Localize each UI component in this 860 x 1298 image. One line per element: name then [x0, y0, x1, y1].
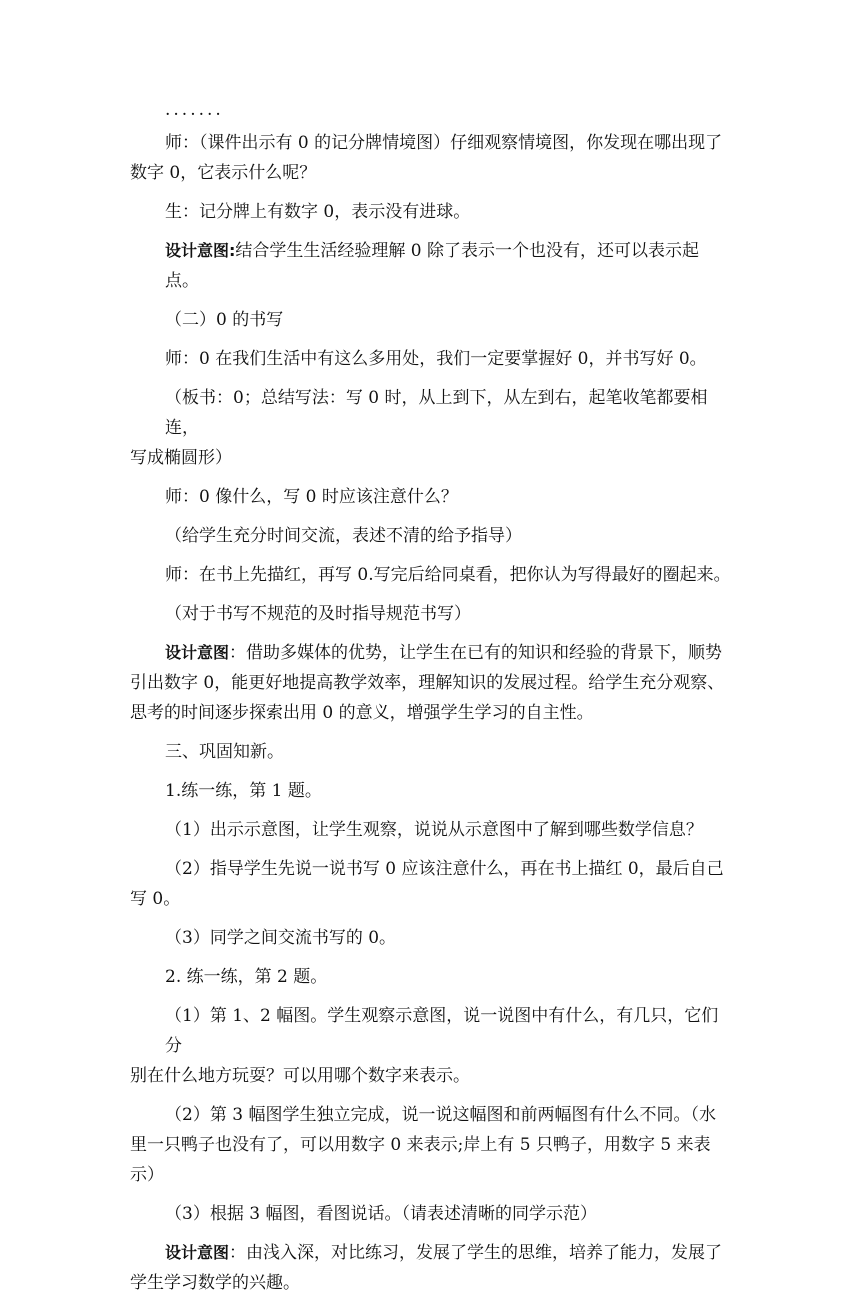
- paragraph-line: 引出数字 0，能更好地提高教学效率，理解知识的发展过程。给学生充分观察、: [130, 673, 725, 693]
- exercise-step: [130, 854, 731, 914]
- paragraph-teacher-scoreboard: [130, 128, 731, 188]
- paragraph-student-answer: 生：记分牌上有数字 0，表示没有进球。: [165, 202, 471, 222]
- paragraph-discussion-note: （给学生充分时间交流，表述不清的给予指导）: [165, 526, 522, 546]
- paragraph-teacher-question: 师：0 像什么，写 0 时应该注意什么？: [165, 487, 458, 507]
- design-intent-label: 设计意图: [165, 1243, 230, 1262]
- paragraph-design-intent-3: [130, 1238, 731, 1298]
- paragraph-line: （2）指导学生先说一说书写 0 应该注意什么，再在书上描红 0，最后自己: [165, 859, 724, 879]
- exercise-heading-2: 2. 练一练，第 2 题。: [165, 967, 328, 987]
- exercise-step: [130, 1001, 731, 1091]
- paragraph-line: 思考的时间逐步探索出用 0 的意义，增强学生学习的自主性。: [130, 703, 594, 723]
- design-intent-text: ：借助多媒体的优势，让学生在已有的知识和经验的背景下，顺势: [229, 643, 723, 663]
- paragraph-line: （板书：0；总结写法：写 0 时，从上到下，从左到右，起笔收笔都要相连，: [165, 388, 708, 438]
- exercise-heading-1: 1.练一练，第 1 题。: [165, 781, 322, 801]
- paragraph-line: 里一只鸭子也没有了，可以用数字 0 来表示;岸上有 5 只鸭子，用数字 5 来表示）: [130, 1135, 711, 1185]
- design-intent-label: 设计意图: [165, 643, 230, 662]
- section-heading-writing-zero: （二）0 的书写: [165, 310, 284, 330]
- paragraph-teacher-trace: 师：在书上先描红，再写 0.写完后给同桌看，把你认为写得最好的圈起来。: [165, 565, 731, 585]
- paragraph-line: （1）第 1、2 幅图。学生观察示意图，说一说图中有什么，有几只，它们分: [165, 1006, 719, 1056]
- exercise-step: [130, 1100, 731, 1190]
- paragraph-line: （2）第 3 幅图学生独立完成，说一说这幅图和前两幅图有什么不同。（水: [165, 1105, 716, 1125]
- paragraph-line: 学生学习数学的兴趣。: [130, 1273, 300, 1293]
- paragraph-design-intent-2: [130, 638, 731, 728]
- paragraph-line: 写成椭圆形）: [130, 448, 232, 468]
- paragraph-line: 别在什么地方玩耍？可以用哪个数字来表示。: [130, 1066, 470, 1086]
- paragraph-guidance-note: （对于书写不规范的及时指导规范书写）: [165, 604, 471, 624]
- paragraph-teacher-uses: 师：0 在我们生活中有这么多用处，我们一定要掌握好 0，并书写好 0。: [165, 349, 707, 369]
- section-heading-consolidate: 三、巩固知新。: [165, 742, 284, 762]
- design-intent-text: ：由浅入深，对比练习，发展了学生的思维，培养了能力，发展了: [229, 1243, 723, 1263]
- paragraph-board-writing: [130, 383, 731, 473]
- paragraph-design-intent-1: [165, 236, 731, 296]
- document-body: [130, 98, 731, 1298]
- design-intent-text: 结合学生生活经验理解 0 除了表示一个也没有，还可以表示起点。: [165, 241, 700, 291]
- paragraph-line: 数字 0，它表示什么呢？: [130, 163, 317, 183]
- design-intent-label: 设计意图:: [165, 241, 236, 260]
- exercise-step: （3）同学之间交流书写的 0。: [165, 928, 397, 948]
- ellipsis-marker: .......: [165, 100, 224, 120]
- paragraph-line: 师：（课件出示有 0 的记分牌情境图）仔细观察情境图，你发现在哪出现了: [165, 133, 723, 153]
- paragraph-line: 写 0。: [130, 889, 181, 909]
- exercise-step: （1）出示示意图，让学生观察，说说从示意图中了解到哪些数学信息？: [165, 820, 703, 840]
- exercise-step: （3）根据 3 幅图，看图说话。（请表述清晰的同学示范）: [165, 1204, 597, 1224]
